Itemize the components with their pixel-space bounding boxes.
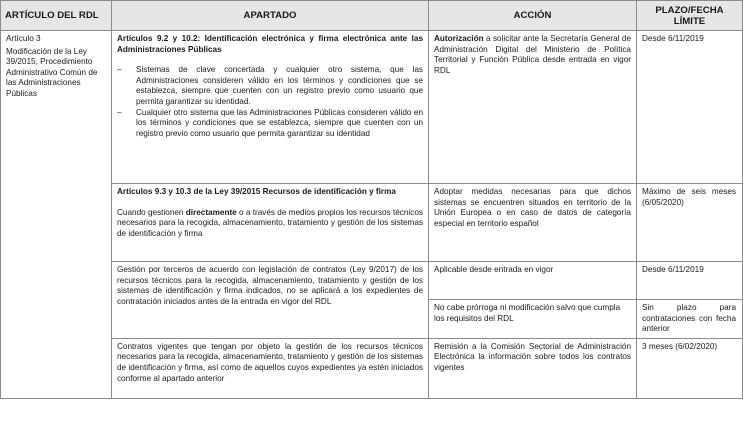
articulo-description: Modificación de la Ley 39/2015, Procedimiento Administrativo Común de las Administraciones Públicas bbox=[6, 46, 98, 98]
accion-cell: Remisión a la Comisión Sectorial de Administración Electrónica la información sobre todos los contratos vigentes bbox=[429, 338, 637, 398]
table-row bbox=[1, 31, 743, 184]
accion-cell: Aplicable desde entrada en vigor bbox=[429, 262, 637, 300]
accion-text: a solicitar ante la Secretaría General de Administración Digital del Ministerio de Política Territorial y Función Pública desde entrada en vigor RDL bbox=[434, 34, 631, 75]
list-item: – Cualquier otro sistema que las Administraciones Públicas consideren válido en los términos y condiciones que se establezca, siempre que cuenten con un registro previo como usuario que permita garantizar su identidad bbox=[117, 107, 423, 138]
header-plazo: PLAZO/FECHA LÍMITE bbox=[637, 1, 743, 31]
apartado-text bbox=[117, 208, 423, 240]
apartado-cell: Contratos vigentes que tengan por objeto la gestión de los recursos técnicos necesarios para la recogida, almacenamiento, tratamiento y gestión de los sistemas de identificación y firma, así como de aquellos cuyos expedientes ya estén iniciados conforme al apartado anterior bbox=[112, 338, 429, 398]
accion-cell: Adoptar medidas necesarias para que dichos sistemas se encuentren situados en territorio de la Unión Europea o en caso de datos de categoría especial en territorio español bbox=[429, 184, 637, 262]
plazo-cell: Sin plazo para contrataciones con fecha anterior bbox=[637, 300, 743, 339]
table-row bbox=[1, 338, 743, 398]
apartado-cell: Gestión por terceros de acuerdo con legislación de contratos (Ley 9/2017) de los recursos técnicos para la recogida, almacenamiento, tratamiento y gestión de los sistemas de identificación y firma indicados, no se aplicará a los expedientes de contratación iniciados antes de la entrada en vigor del RDL bbox=[112, 262, 429, 339]
articulo-number: Artículo 3 bbox=[6, 34, 41, 43]
plazo-cell: Desde 6/11/2019 bbox=[637, 262, 743, 300]
plazo-cell: 3 meses (6/02/2020) bbox=[637, 338, 743, 398]
apartado-text-post: o a través de medios propios los recursos técnicos necesarios para la recogida, almacenamiento, tratamiento y gestión de los sistemas de identificación y firma bbox=[117, 207, 423, 238]
articulo-cell bbox=[1, 31, 112, 399]
header-accion: ACCIÓN bbox=[429, 1, 637, 31]
bullet-text: Cualquier otro sistema que las Administraciones Públicas consideren válido en los términos y condiciones que se establezca, siempre que cuenten con un registro previo como usuario que permita garantizar su identidad bbox=[136, 107, 423, 138]
table-header-row bbox=[1, 1, 743, 31]
header-articulo: ARTÍCULO DEL RDL bbox=[1, 1, 112, 31]
plazo-cell: Máximo de seis meses (6/05/2020) bbox=[637, 184, 743, 262]
table-row bbox=[1, 184, 743, 262]
list-item: – Sistemas de clave concertada y cualquier otro sistema, que las Administraciones consideren válido en los términos y condiciones que se establezca, siempre que cuenten con un registro previo como usuario que permita garantizar su identidad. bbox=[117, 65, 423, 106]
accion-cell: No cabe prórroga ni modificación salvo que cumpla los requisitos del RDL bbox=[429, 300, 637, 339]
header-apartado: APARTADO bbox=[112, 1, 429, 31]
apartado-text-pre: Cuando gestionen bbox=[117, 207, 186, 217]
plazo-cell: Desde 6/11/2019 bbox=[637, 31, 743, 184]
apartado-title: Artículos 9.2 y 10.2: Identificación electrónica y firma electrónica ante las Administraciones Públicas bbox=[117, 34, 423, 54]
apartado-text-bold: directamente bbox=[185, 207, 237, 217]
apartado-cell bbox=[112, 184, 429, 262]
bullet-list bbox=[117, 65, 423, 139]
bullet-text: Sistemas de clave concertada y cualquier otro sistema, que las Administraciones consideren válido en los términos y condiciones que se establezca, siempre que cuenten con un registro previo como usuario que permita garantizar su identidad. bbox=[136, 65, 423, 106]
apartado-cell bbox=[112, 31, 429, 184]
apartado-title: Artículos 9.3 y 10.3 de la Ley 39/2015 Recursos de identificación y firma bbox=[117, 187, 396, 196]
accion-bold: Autorización bbox=[434, 34, 484, 43]
accion-cell bbox=[429, 31, 637, 184]
table-row bbox=[1, 262, 743, 300]
